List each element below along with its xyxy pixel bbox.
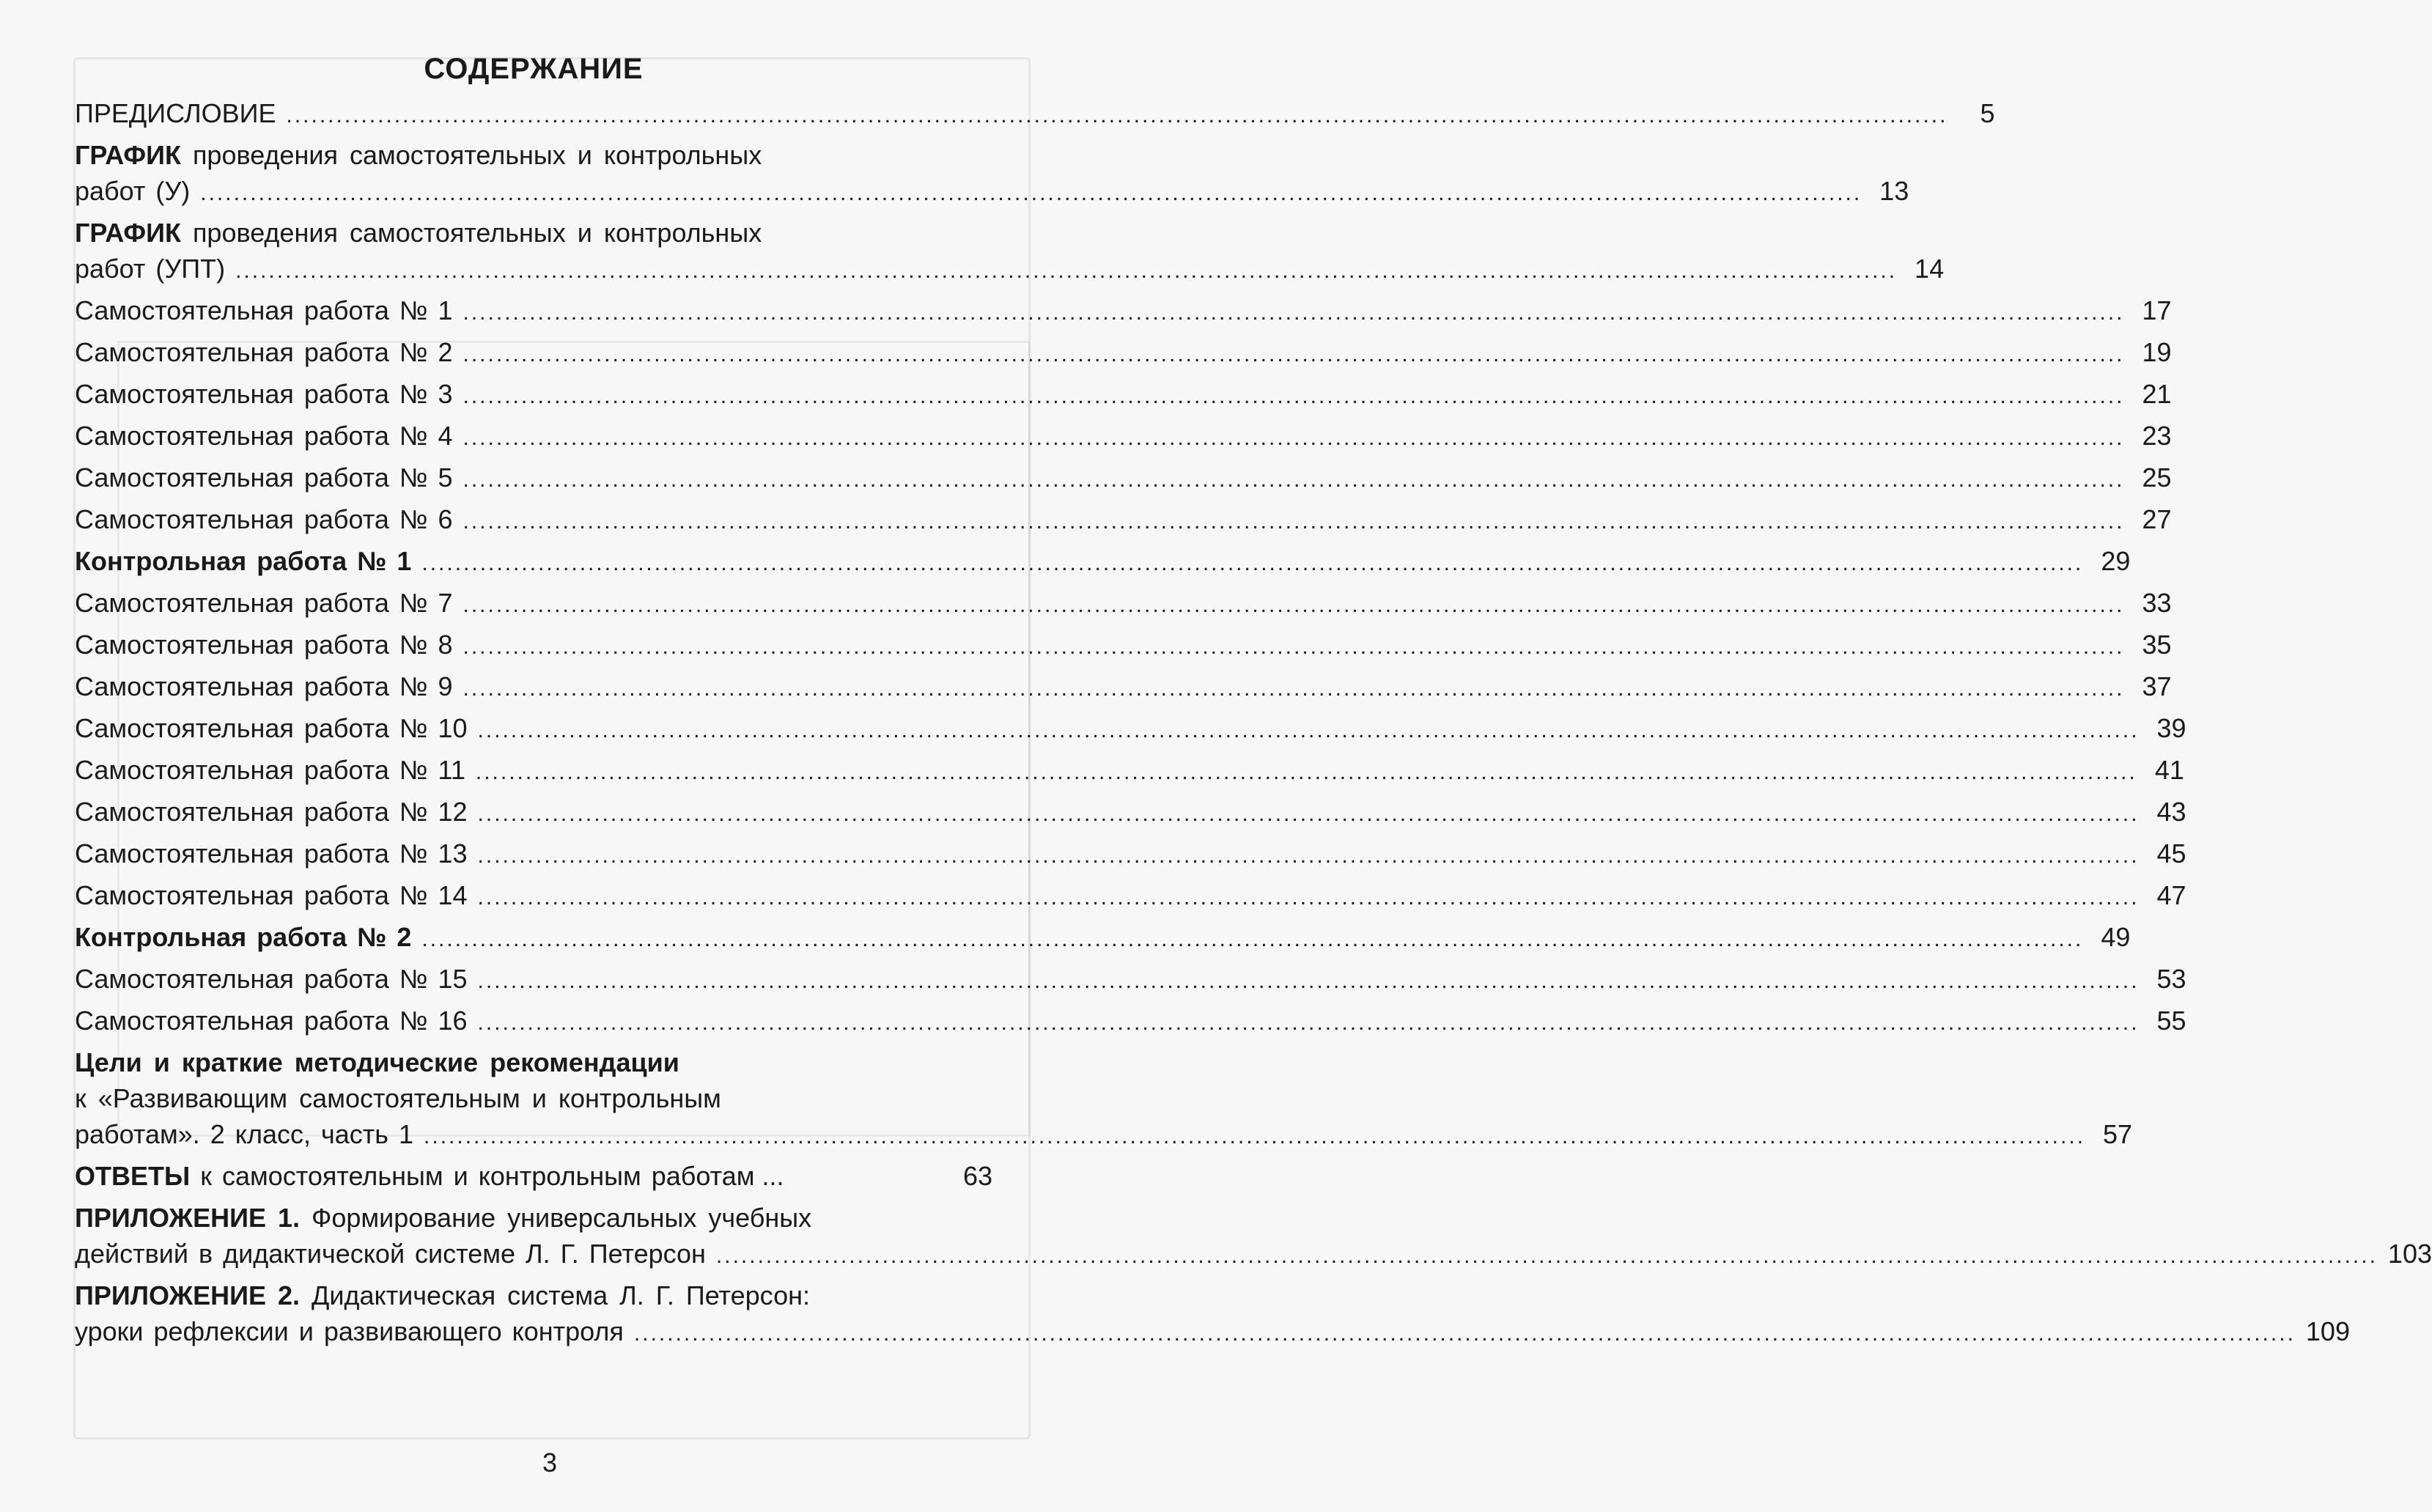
dot-leader: ........................................................................................................................................................................................................ — [463, 509, 2125, 534]
dot-leader: ........................................................................................................................................................................................................ — [477, 802, 2140, 826]
toc-entry-page: 19 — [2142, 337, 2172, 367]
toc-entry-page: 41 — [2154, 755, 2184, 785]
dot-leader: ........................................................................................................................................................................................................ — [477, 885, 2140, 910]
toc-entry-label: работам». 2 класс, часть 1 — [75, 1119, 414, 1149]
toc-entry-label: Самостоятельная работа № 5 — [75, 462, 453, 493]
toc-entry — [75, 962, 2186, 1003]
toc-entry-label: Самостоятельная работа № 13 — [75, 838, 468, 869]
toc-entry-bold: ОТВЕТЫ — [75, 1161, 191, 1191]
toc-entry — [75, 1003, 2186, 1045]
dot-leader: ........................................................................................................................................................................................................ — [463, 635, 2125, 659]
toc-entry — [75, 836, 2186, 878]
toc-entry-page: 25 — [2142, 462, 2172, 493]
dot-leader: ... — [762, 1161, 784, 1191]
toc-entry-label: Самостоятельная работа № 7 — [75, 588, 453, 618]
dot-leader: ........................................................................................................................................................................................................ — [463, 384, 2125, 408]
toc-entry — [75, 377, 2172, 418]
toc-entry-page: 63 — [962, 1161, 992, 1191]
dot-leader: ........................................................................................................................................................................................................ — [421, 927, 2084, 951]
toc-entry-page: 43 — [2156, 797, 2186, 827]
toc-entry — [75, 1201, 2432, 1278]
toc-entry-page: 33 — [2142, 588, 2172, 618]
dot-leader: ........................................................................................................................................................................................................ — [200, 181, 1862, 205]
toc-entry-page: 39 — [2156, 713, 2186, 743]
toc-entry-label: Самостоятельная работа № 11 — [75, 755, 465, 785]
toc-entry-label: Самостоятельная работа № 6 — [75, 504, 453, 534]
toc-entry-page: 109 — [2305, 1316, 2350, 1346]
toc-entry-label: Самостоятельная работа № 8 — [75, 630, 453, 660]
toc-entry-label: работ (УПТ) — [75, 254, 226, 284]
toc-entry-label: Самостоятельная работа № 12 — [75, 797, 468, 827]
toc-entry-page: 23 — [2142, 421, 2172, 451]
toc-entry-page: 14 — [1915, 254, 1945, 284]
toc-entry — [75, 502, 2172, 544]
dot-leader: ........................................................................................................................................................................................................ — [475, 760, 2137, 784]
dot-leader: ........................................................................................................................................................................................................ — [477, 969, 2140, 993]
toc-entry — [75, 627, 2172, 669]
toc-entry-bold: ПРИЛОЖЕНИЕ 1. — [75, 1203, 301, 1233]
toc-entry — [75, 418, 2172, 460]
toc-entry-page: 103 — [2387, 1239, 2432, 1269]
toc-entry-label: Самостоятельная работа № 4 — [75, 421, 453, 451]
toc-entry-bold: ГРАФИК — [75, 140, 181, 170]
toc-entry-page: 49 — [2101, 922, 2131, 952]
toc-entry — [75, 753, 2184, 794]
toc-entry — [75, 1045, 2133, 1159]
dot-leader: ........................................................................................................................................................................................................ — [715, 1244, 2378, 1268]
toc-entry — [75, 215, 1945, 293]
dot-leader: ........................................................................................................................................................................................................ — [463, 468, 2125, 492]
toc-entry-page: 21 — [2142, 379, 2172, 409]
dot-leader: ........................................................................................................................................................................................................ — [421, 551, 2084, 575]
toc-entry-page: 13 — [1879, 176, 1909, 206]
toc-entry — [75, 669, 2172, 711]
dot-leader: ........................................................................................................................................................................................................ — [235, 259, 1898, 283]
toc-entry — [75, 335, 2172, 377]
toc-entry-page: 57 — [2102, 1119, 2133, 1149]
toc-entry-label: Самостоятельная работа № 3 — [75, 379, 453, 409]
toc-entry-label: Самостоятельная работа № 14 — [75, 880, 468, 910]
toc-entry-label: уроки рефлексии и развивающего контроля — [75, 1316, 624, 1346]
toc-entry-page: 35 — [2142, 630, 2172, 660]
dot-leader: ........................................................................................................................................................................................................ — [286, 103, 1948, 128]
toc-entry-label: работ (У) — [75, 176, 191, 206]
page-number: 3 — [542, 1448, 558, 1478]
toc-entry-label: действий в дидактической системе Л. Г. Петерсон — [75, 1239, 706, 1269]
dot-leader: ........................................................................................................................................................................................................ — [477, 718, 2140, 742]
toc-entry-label: Контрольная работа № 1 — [75, 546, 412, 576]
toc-entry-page: 37 — [2142, 671, 2172, 701]
toc-entry — [75, 1159, 992, 1201]
toc-entry-page: 47 — [2156, 880, 2186, 910]
toc-entry — [75, 878, 2186, 920]
dot-leader: ........................................................................................................................................................................................................ — [463, 593, 2125, 617]
toc-entry-bold: Цели и краткие методические рекомендации — [75, 1047, 679, 1077]
toc-entry — [75, 711, 2186, 753]
dot-leader: ........................................................................................................................................................................................................ — [463, 342, 2125, 366]
dot-leader: ........................................................................................................................................................................................................ — [463, 676, 2125, 701]
dot-leader: ........................................................................................................................................................................................................ — [463, 300, 2125, 325]
dot-leader: ........................................................................................................................................................................................................ — [463, 426, 2125, 450]
toc-entry — [75, 1278, 2350, 1356]
dot-leader: ........................................................................................................................................................................................................ — [477, 844, 2140, 868]
dot-leader: ........................................................................................................................................................................................................ — [633, 1321, 2296, 1346]
toc-entry — [75, 293, 2172, 335]
toc-entry-page: 17 — [2142, 295, 2172, 325]
toc-entry-page: 27 — [2142, 504, 2172, 534]
toc-entry-label: Самостоятельная работа № 9 — [75, 671, 453, 701]
page-title: СОДЕРЖАНИЕ — [424, 53, 644, 85]
toc-entry-text: к самостоятельным и контрольным работам — [190, 1161, 755, 1191]
toc-entry-text: к «Развивающим самостоятельным и контрольным — [75, 1083, 721, 1113]
toc-entry-label: Самостоятельная работа № 10 — [75, 713, 468, 743]
toc-entry-label: Самостоятельная работа № 15 — [75, 964, 468, 994]
toc-entry — [75, 586, 2172, 627]
toc-entry-label: Самостоятельная работа № 2 — [75, 337, 453, 367]
toc-entry-text: Дидактическая система Л. Г. Петерсон: — [300, 1280, 810, 1310]
toc-entry — [75, 794, 2186, 836]
dot-leader: ........................................................................................................................................................................................................ — [477, 1011, 2140, 1035]
toc-entry-page: 45 — [2156, 838, 2186, 869]
toc-entry-label: Самостоятельная работа № 16 — [75, 1006, 468, 1036]
toc-entry-label: Самостоятельная работа № 1 — [75, 295, 453, 325]
toc-entry-page: 5 — [1980, 98, 1995, 128]
toc-entry-bold: ПРИЛОЖЕНИЕ 2. — [75, 1280, 301, 1310]
toc-entry — [75, 138, 1909, 215]
toc-entry-text: проведения самостоятельных и контрольных — [180, 140, 762, 170]
toc-entry — [75, 460, 2172, 502]
dot-leader: ........................................................................................................................................................................................................ — [424, 1124, 2086, 1148]
toc-entry-label: ПРЕДИСЛОВИЕ — [75, 98, 276, 128]
toc-entry-page: 53 — [2156, 964, 2186, 994]
toc-entry-label: Контрольная работа № 2 — [75, 922, 412, 952]
toc-entry-bold: ГРАФИК — [75, 218, 181, 248]
toc-entry — [75, 96, 1995, 138]
toc-entry-text: Формирование универсальных учебных — [300, 1203, 812, 1233]
toc-entry — [75, 920, 2131, 962]
table-of-contents — [75, 53, 2432, 1356]
toc-entry-text: проведения самостоятельных и контрольных — [180, 218, 762, 248]
toc-entry-page: 29 — [2101, 546, 2131, 576]
toc-entry — [75, 544, 2131, 586]
toc-entry-page: 55 — [2156, 1006, 2186, 1036]
